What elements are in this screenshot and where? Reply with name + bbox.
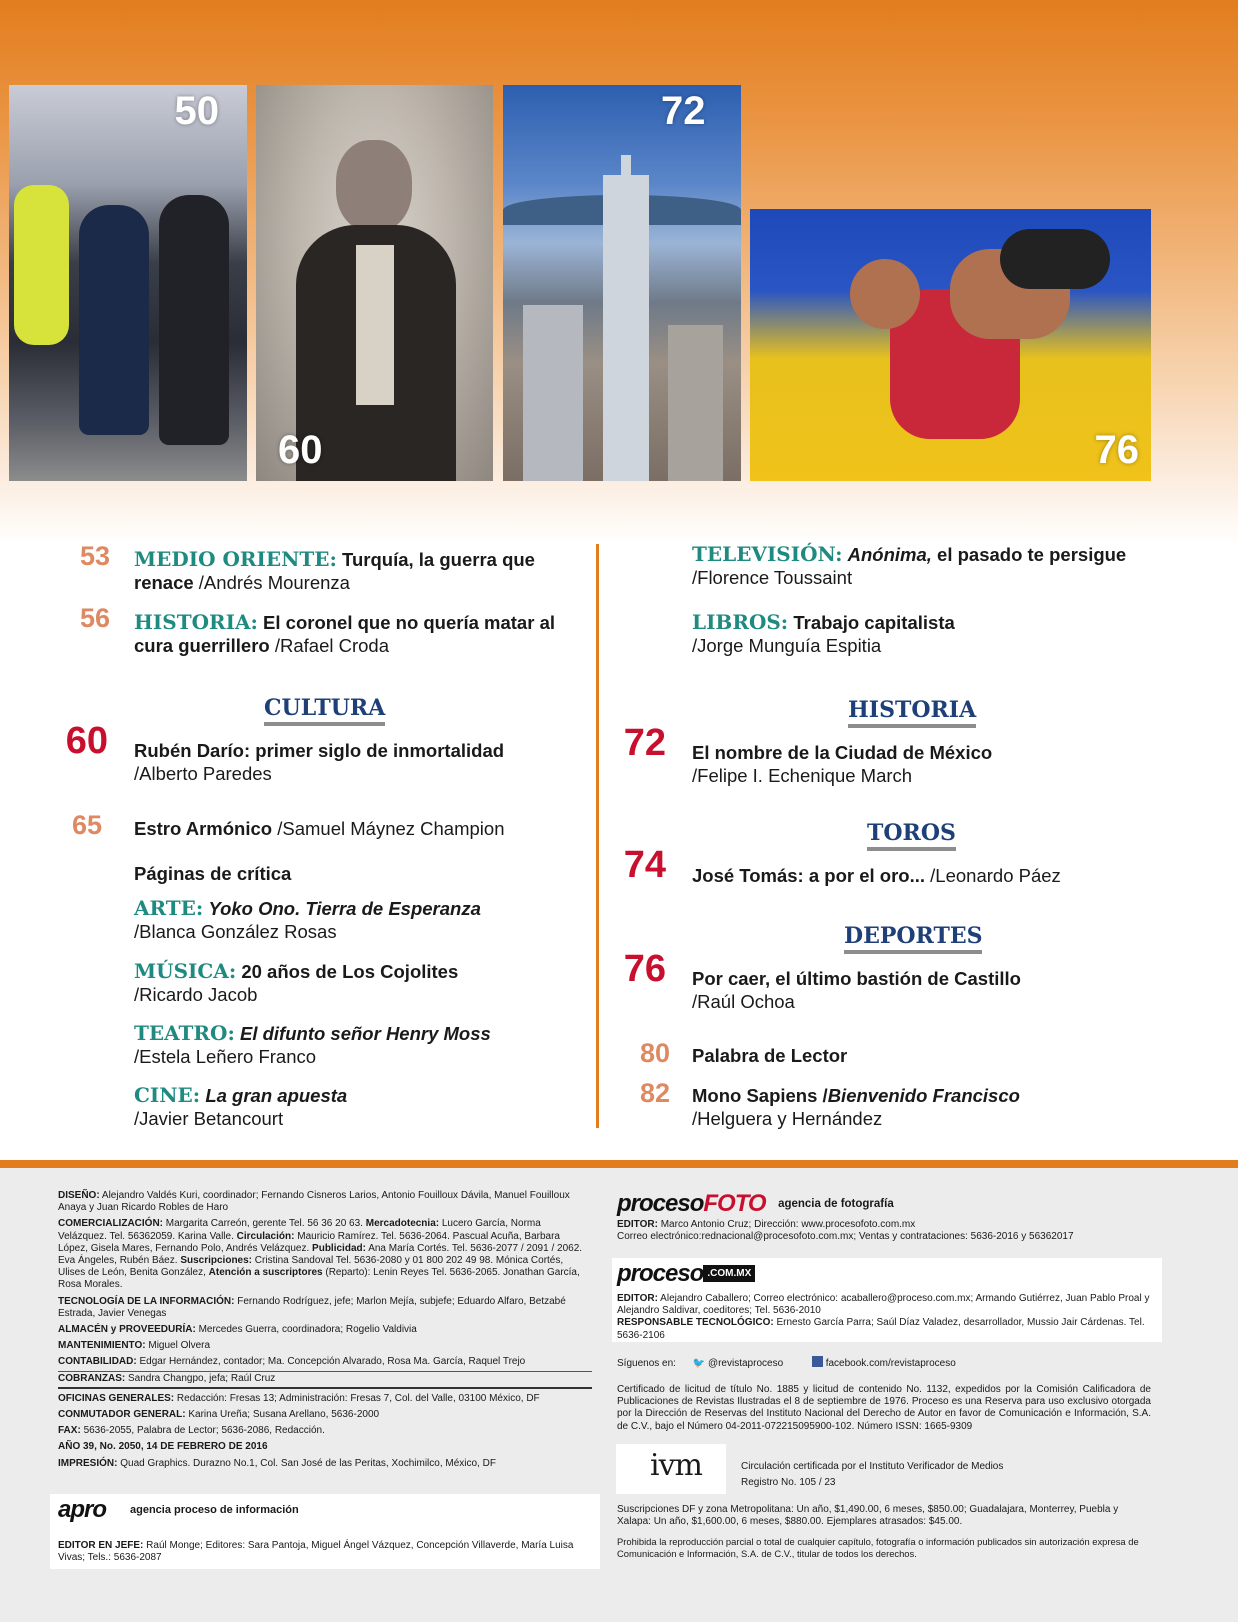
section-heading-deportes: DEPORTES <box>844 923 982 954</box>
credit-text: Mauricio Ramírez. Tel. 5636-2064. Pascual Acuña, Barbara López, Gisela Mares, Fernando Polo, Andrés Velázquez. <box>58 1230 560 1254</box>
procesofoto-tagline: agencia de fotografía <box>778 1198 894 1210</box>
ivm-logo: ivm <box>650 1448 702 1483</box>
page-number: 72 <box>623 722 666 764</box>
entry-title-italic: Anónima, <box>847 544 932 565</box>
page-number: 65 <box>71 810 102 840</box>
section-kicker: MÚSICA: <box>134 959 237 983</box>
credit-label: Mercadotecnia: <box>365 1218 440 1230</box>
credit-text: (Reparto): Lenin Reyes Tel. 5636-2065. Jonathan García, Rosa Morales. <box>58 1267 580 1291</box>
credit-label: EDITOR: <box>617 1219 658 1230</box>
credit-block <box>58 1458 592 1470</box>
logo-part: proceso <box>617 1260 704 1287</box>
figure-shape <box>850 259 920 329</box>
apro-box <box>50 1494 600 1569</box>
credit-text: Sandra Changpo, jefa; Raúl Cruz <box>128 1372 276 1384</box>
page-number: 53 <box>79 541 110 571</box>
procesofoto-logo <box>617 1190 894 1218</box>
entry-author: /Leonardo Páez <box>930 865 1061 886</box>
section-kicker: ARTE: <box>134 896 204 920</box>
credit-block <box>58 1393 592 1405</box>
page-number-badge: 60 <box>278 428 323 472</box>
logo-part: proceso <box>617 1190 704 1217</box>
logo-part: FOTO <box>703 1190 766 1217</box>
apro-tagline: agencia proceso de información <box>130 1504 299 1516</box>
credit-text: Miguel Olvera <box>148 1340 211 1352</box>
toc-entry[interactable] <box>134 1084 614 1130</box>
section-kicker: CINE: <box>134 1083 201 1107</box>
social-links <box>617 1356 1157 1370</box>
credit-label: CONMUTADOR GENERAL: <box>58 1409 186 1421</box>
credit-text: Raúl Monge; Editores: Sara Pantoja, Miguel Ángel Vázquez, Concepción Villaverde, María Luisa Vivas; Tels.: 5636-2087 <box>58 1540 574 1564</box>
credit-block <box>617 1293 1157 1317</box>
tower-shape <box>603 175 649 481</box>
section-heading-cultura: CULTURA <box>264 695 385 726</box>
twitter-link[interactable]: @revistaproceso <box>707 1358 784 1369</box>
building-shape <box>668 325 723 481</box>
credit-label: Publicidad: <box>312 1242 366 1254</box>
ivm-caption: Circulación certificada por el Instituto Verificador de Medios <box>741 1461 1004 1472</box>
credit-label: TECNOLOGÍA DE LA INFORMACIÓN: <box>58 1295 235 1307</box>
entry-title: Trabajo capitalista <box>793 612 955 633</box>
credit-block: Correo electrónico:rednacional@procesofoto.com.mx; Ventas y contrataciones: 5636-2016 y 56362017 <box>617 1231 1074 1243</box>
credit-label: EDITOR: <box>617 1293 658 1304</box>
credit-text: Edgar Hernández, contador; Ma. Concepción Alvarado, Rosa Ma. García, Raquel Trejo <box>139 1356 526 1368</box>
entry-title: Por caer, el último bastión de Castillo <box>692 968 1021 989</box>
photo-ruben-dario-portrait <box>256 85 493 481</box>
entry-author: /Florence Toussaint <box>692 567 853 588</box>
credit-block <box>58 1190 592 1214</box>
entry-title: Yoko Ono. Tierra de Esperanza <box>208 898 481 919</box>
twitter-icon: 🐦 <box>692 1358 706 1369</box>
issue-info <box>58 1441 592 1453</box>
entry-title: 20 años de Los Cojolites <box>241 961 459 982</box>
credit-text: Marco Antonio Cruz; Dirección: www.procesofoto.com.mx <box>660 1219 916 1230</box>
entry-author: /Samuel Máynez Champion <box>277 818 505 839</box>
entry-title: José Tomás: a por el oro... <box>692 865 926 886</box>
entry-author: /Helguera y Hernández <box>692 1108 883 1129</box>
entry-title: Turquía, la guerra que renace <box>134 549 535 593</box>
credit-text: Mercedes Guerra, coordinadora; Rogelio Valdivia <box>198 1324 417 1336</box>
procesofoto-credits <box>617 1219 1149 1243</box>
issue-date: AÑO 39, No. 2050, 14 DE FEBRERO DE 2016 <box>58 1441 268 1453</box>
toc-entry[interactable] <box>692 611 1172 657</box>
credit-block <box>58 1409 592 1421</box>
entry-author: /Rafael Croda <box>274 635 390 656</box>
certificado-text: Certificado de licitud de título No. 1885 y licitud de contenido No. 1132, expedidos por la Comisión Calificadora de Publicaciones de Revistas Ilustradas el 8 de septiembre de 1976. Proceso es una Reserva para uso exclusivo otorgada por la Dirección de Reservas del Instituto Nacional del Derecho de Autor en favor de Comunicación e Información, S.A. de C.V., bajo el Número 04-2011-072215095900-102. Número ISSN: 1665-9309 <box>617 1384 1151 1432</box>
credit-label: Suscripciones: <box>180 1255 253 1267</box>
facebook-icon <box>812 1356 823 1367</box>
entry-author: /Andrés Mourenza <box>198 572 350 593</box>
social-label: Síguenos en: <box>617 1358 676 1369</box>
logo-part: .COM.MX <box>703 1265 755 1282</box>
credit-text: Ernesto García Parra; Saúl Díaz Valadez, desarrollador, Mussio Jair Cárdenas. Tel. 5636-2106 <box>617 1317 1145 1341</box>
credit-text: Karina Ureña; Susana Arellano, 5636-2000 <box>188 1409 380 1421</box>
credit-text: Margarita Carreón, gerente Tel. 56 36 20 63. <box>165 1218 363 1230</box>
entry-author: /Javier Betancourt <box>134 1108 284 1129</box>
apro-logo: apro <box>58 1496 107 1523</box>
credit-label: COMERCIALIZACIÓN: <box>58 1218 163 1230</box>
entry-title: Palabra de Lector <box>692 1045 848 1066</box>
credit-label: Atención a suscriptores <box>208 1267 323 1279</box>
toc-entry[interactable] <box>692 543 1172 589</box>
page-number-badge: 76 <box>1094 428 1139 472</box>
procesocommx-box <box>612 1258 1162 1342</box>
entry-author: /Estela Leñero Franco <box>134 1046 317 1067</box>
credit-text: Quad Graphics. Durazno No.1, Col. San José de las Peritas, Xochimilco, México, DF <box>120 1457 496 1469</box>
masthead-left <box>58 1190 592 1474</box>
credit-text: Fernando Rodríguez, jefe; Marlon Mejía, subjefe; Eduardo Alfaro, Betzabé Estrada, Javier Venegas <box>58 1295 566 1319</box>
entry-author: /Felipe I. Echenique March <box>692 765 913 786</box>
credit-block <box>58 1425 592 1437</box>
page-number: 56 <box>79 603 110 633</box>
footer-orange-rule <box>0 1160 1238 1168</box>
credit-text: Redacción: Fresas 13; Administración: Fresas 7, Col. del Valle, 03100 México, DF <box>176 1392 540 1404</box>
entry-title: Mono Sapiens / <box>692 1085 828 1106</box>
credit-label: OFICINAS GENERALES: <box>58 1392 175 1404</box>
ivm-text <box>741 1461 1141 1489</box>
section-kicker: LIBROS: <box>692 610 789 634</box>
section-heading-historia: HISTORIA <box>848 697 976 728</box>
facebook-link[interactable]: facebook.com/revistaproceso <box>825 1358 956 1369</box>
credit-text: Lucero García, Norma Velázquez. Tel. 56362059. Karina Valle. <box>58 1218 541 1242</box>
figure-shape <box>79 205 149 435</box>
section-heading-toros: TOROS <box>867 820 956 851</box>
figure-shape <box>336 140 412 232</box>
entry-title: El difunto señor Henry Moss <box>240 1023 491 1044</box>
page-number: 80 <box>639 1038 670 1068</box>
credit-label: COBRANZAS: <box>58 1372 126 1384</box>
entry-title: El nombre de la Ciudad de México <box>692 742 993 763</box>
credit-label: CONTABILIDAD: <box>58 1356 137 1368</box>
entry-title: Rubén Darío: primer siglo de inmortalidad <box>134 740 505 761</box>
credit-text: 5636-2055, Palabra de Lector; 5636-2086, Redacción. <box>83 1425 325 1437</box>
procesocommx-credits <box>617 1293 1157 1342</box>
page-number-badge: 72 <box>661 89 706 133</box>
procesocommx-logo <box>617 1260 755 1288</box>
credit-label: EDITOR EN JEFE: <box>58 1540 144 1551</box>
tower-shape <box>621 155 631 179</box>
credit-label: FAX: <box>58 1425 81 1437</box>
credit-block <box>58 1340 592 1352</box>
subsection-text: Páginas de crítica <box>134 863 292 884</box>
entry-title: El coronel que no quería matar al cura guerrillero <box>134 612 555 656</box>
subsection-label <box>134 862 614 885</box>
photo-wrestling-match <box>750 209 1151 481</box>
credit-label: RESPONSABLE TECNOLÓGICO: <box>617 1317 774 1329</box>
credit-block <box>58 1296 592 1320</box>
suscripciones-text: Suscripciones DF y zona Metropolitana: Un año, $1,490.00, 6 meses, $850.00; Guadalajara, Monterrey, Puebla y Xalapa: Un año, $1,600.00, 6 meses, $880.00. Ejemplares atrasados: $45.00. <box>617 1504 1119 1528</box>
copyright-notice: Prohibida la reproducción parcial o total de cualquier capítulo, fotografía o información publicados sin autorización expresa de Comunicación e Información, S.A. de C.V., titular de todos los derechos. <box>617 1536 1139 1559</box>
photo-police-raid <box>9 85 247 481</box>
page-number-badge: 50 <box>174 89 219 133</box>
section-kicker: HISTORIA: <box>134 610 258 634</box>
page-number: 76 <box>623 948 666 990</box>
page-number: 74 <box>623 844 666 886</box>
page-number: 60 <box>65 720 108 762</box>
photo-mexico-city-skyline <box>503 85 741 481</box>
entry-title: el pasado te persigue <box>937 544 1127 565</box>
toc-entry[interactable] <box>134 1022 614 1068</box>
credit-label: MANTENIMIENTO: <box>58 1340 146 1352</box>
building-shape <box>523 305 583 481</box>
entry-title: Estro Armónico <box>134 818 273 839</box>
section-kicker: TELEVISIÓN: <box>692 542 843 566</box>
credit-block <box>617 1219 1149 1231</box>
section-kicker: TEATRO: <box>134 1021 235 1045</box>
figure-shape <box>356 245 394 405</box>
ivm-logo-box <box>616 1444 726 1494</box>
entry-author: /Jorge Munguía Espitia <box>692 635 882 656</box>
entry-author: /Alberto Paredes <box>134 763 272 784</box>
credit-block <box>58 1218 592 1291</box>
entry-author: /Raúl Ochoa <box>692 991 795 1012</box>
credit-text: Alejandro Caballero; Correo electrónico: acaballero@proceso.com.mx; Armando Gutiérrez, Juan Pablo Proal y Alejandro Saldivar, coeditores; Tel. 5636-2010 <box>617 1293 1150 1317</box>
credit-block <box>58 1540 592 1564</box>
entry-author: /Ricardo Jacob <box>134 984 258 1005</box>
credit-text: Alejandro Valdés Kuri, coordinador; Fernando Cisneros Larios, Antonio Fouilloux Dávila, Manuel Fouilloux Anaya y Juan Ricardo Robles de Haro <box>58 1190 570 1214</box>
credit-label: DISEÑO: <box>58 1190 100 1201</box>
section-kicker: MEDIO ORIENTE: <box>134 547 337 571</box>
entry-title-italic: Bienvenido Francisco <box>827 1085 1020 1106</box>
credit-label: IMPRESIÓN: <box>58 1457 118 1469</box>
credit-label: Circulación: <box>236 1230 295 1242</box>
entry-author: /Blanca González Rosas <box>134 921 337 942</box>
credit-block <box>58 1324 592 1336</box>
figure-shape <box>14 185 69 345</box>
toc-entry[interactable] <box>134 897 614 943</box>
credit-label: ALMACÉN y PROVEEDURÍA: <box>58 1324 196 1336</box>
entry-title: La gran apuesta <box>205 1085 348 1106</box>
figure-shape <box>159 195 229 445</box>
figure-shape <box>1000 229 1110 289</box>
page-number: 82 <box>639 1078 670 1108</box>
toc-entry[interactable] <box>134 960 614 1006</box>
credit-block <box>617 1317 1157 1341</box>
credit-block <box>58 1371 592 1389</box>
credit-text: Cristina Sandoval Tel. 5636-2080 y 01 800 202 49 98. Mónica Cortés, Ulises de León, Benita González, <box>58 1255 564 1279</box>
credit-text: Ana María Cortés. Tel. 5636-2077 / 2091 / 2062. Eva Ángeles, Rubén Báez. <box>58 1242 583 1267</box>
ivm-registro: Registro No. 105 / 23 <box>741 1477 836 1489</box>
credit-block <box>58 1356 592 1368</box>
